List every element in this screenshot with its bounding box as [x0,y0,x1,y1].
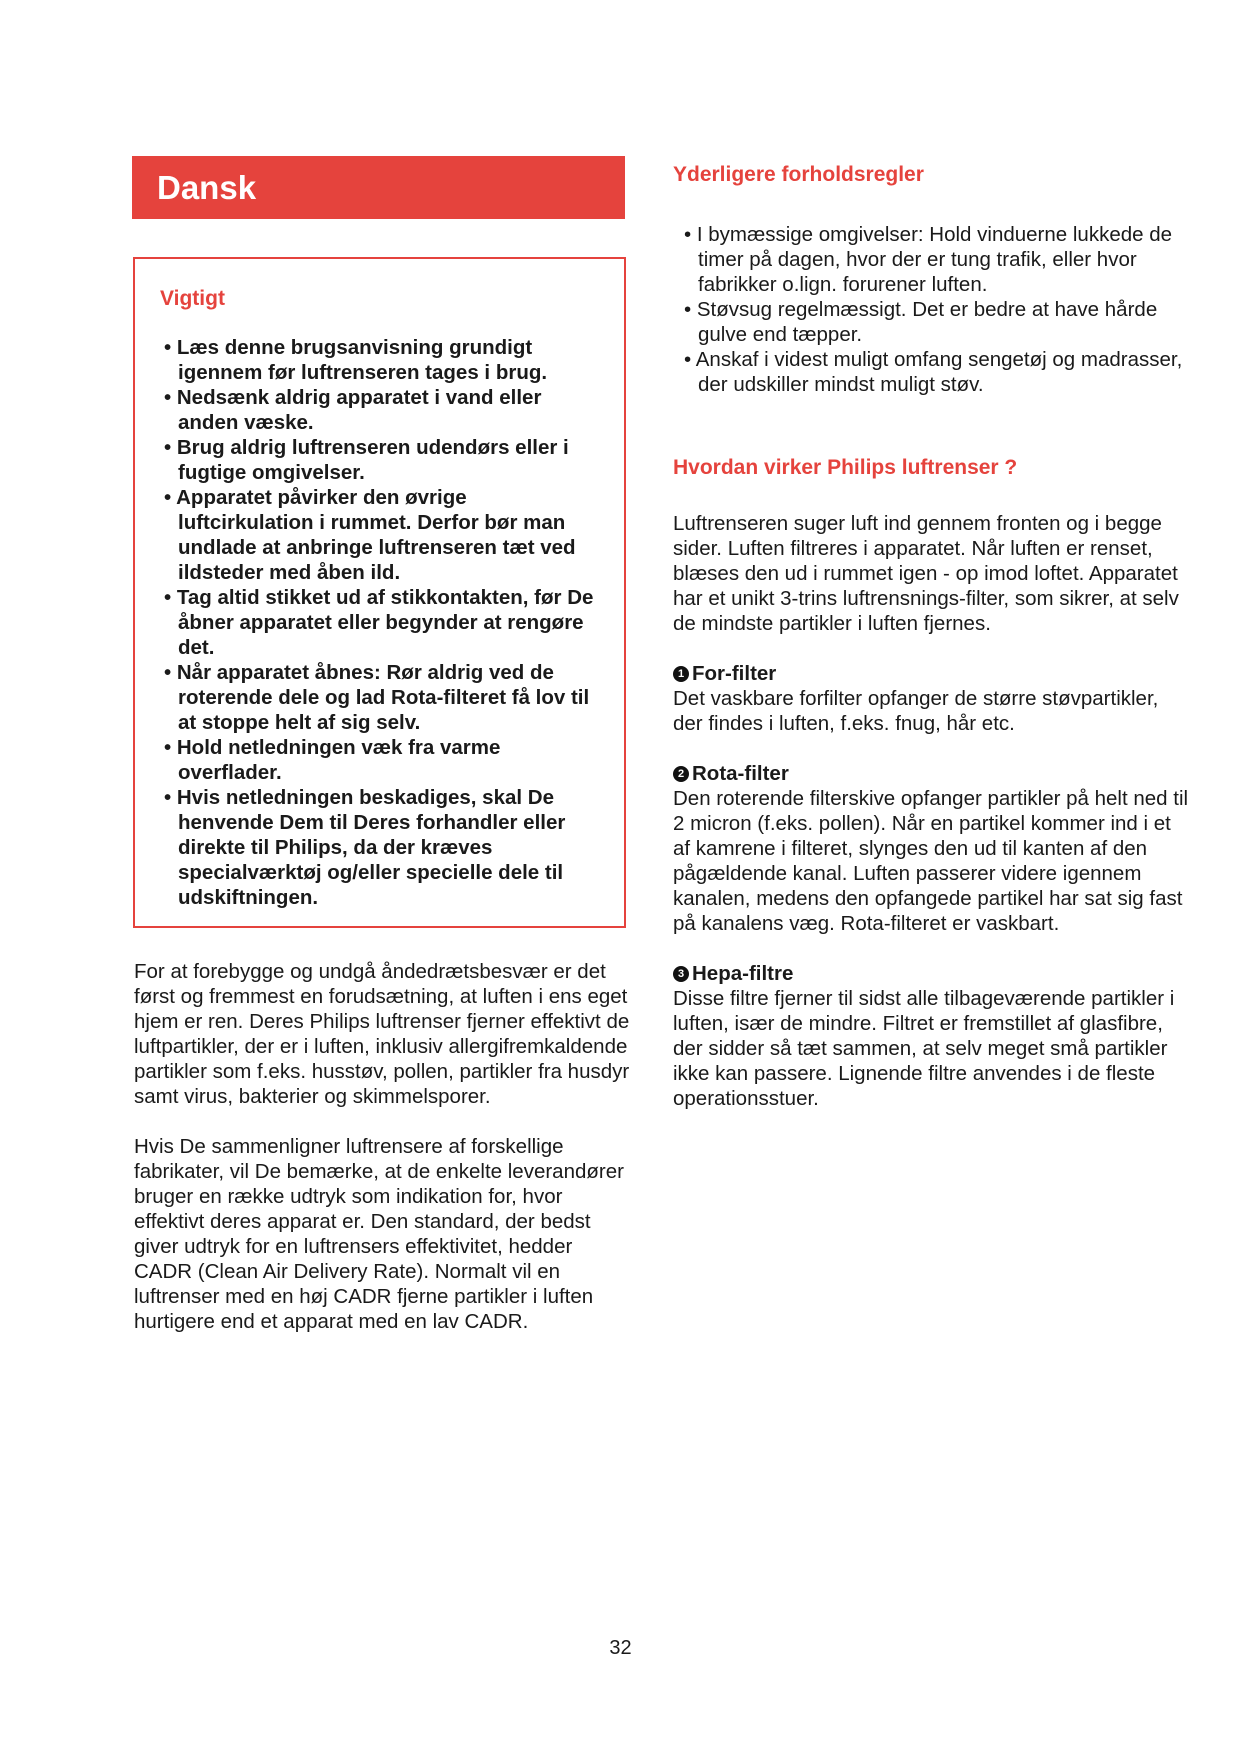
list-item: • Hold netledningen væk fra varme overflader. [160,735,604,785]
filter-title: Rota-filter [692,762,789,785]
precautions-heading: Yderligere forholdsregler [673,163,924,186]
language-title-bar: Dansk [132,156,625,219]
how-it-works-heading: Hvordan virker Philips luftrenser ? [673,456,1018,479]
paragraph: Hvis De sammenligner luftrensere af forskellige fabrikater, vil De bemærke, at de enkelte leverandører bruger en række udtryk som indikation for, hvor effektivt deres apparat er. Den standard, der bedst giver udtryk for en luftrensers effektivitet, hedder CADR (Clean Air Delivery Rate). Normalt vil en luftrenser med en høj CADR fjerne partikler i luften hurtigere end et apparat med en lav CADR. [134,1135,624,1333]
important-list [160,335,604,910]
filter-description: Disse filtre fjerner til sidst alle tilbageværende partikler i luften, især de mindre. Filtret er fremstillet af glasfibre, der sidder så tæt sammen, at selv meget små partikler ikke kan passere. Lignende filtre anvendes i de fleste operationsstuer. [673,987,1175,1110]
list-item: • Læs denne brugsanvisning grundigt igennem før luftrenseren tages i brug. [160,335,604,385]
list-item: • Nedsænk aldrig apparatet i vand eller anden væske. [160,385,604,435]
filter-section-rota [673,761,1193,936]
number-one-icon: 1 [673,666,689,682]
list-item: • Apparatet påvirker den øvrige luftcirkulation i rummet. Derfor bør man undlade at anbringe luftrenseren tæt ved ildsteder med åben ild. [160,485,604,585]
filter-description: Den roterende filterskive opfanger partikler på helt ned til 2 micron (f.eks. pollen). Når en partikel kommer ind i et af kamrene i filteret, slynges den ud til kanten af den pågældende kanal. Luften passerer videre igennem kanalen, medens den opfangede partikel har sat sig fast på kanalens væg. Rota-filteret er vaskbart. [673,787,1189,935]
number-two-icon: 2 [673,766,689,782]
important-heading: Vigtigt [160,287,225,310]
page-number: 32 [609,1637,632,1659]
important-warning-box [133,257,626,928]
right-column [673,162,1193,1111]
list-item: • I bymæssige omgivelser: Hold vinduerne lukkede de timer på dagen, hvor der er tung trafik, eller hvor fabrikker o.lign. forurener luften. [673,222,1193,297]
filter-title: For-filter [692,662,777,685]
paragraph: For at forebygge og undgå åndedrætsbesvær er det først og fremmest en forudsætning, at luften i ens eget hjem er ren. Deres Philips luftrenser fjerner effektivt de luftpartikler, der er i luften, inklusiv allergifremkaldende partikler som f.eks. husstøv, pollen, partikler fra husdyr samt virus, bakterier og skimmelsporer. [134,960,630,1108]
list-item: • Støvsug regelmæssigt. Det er bedre at have hårde gulve end tæpper. [673,297,1193,347]
list-item: • Tag altid stikket ud af stikkontakten, før De åbner apparatet eller begynder at rengøre det. [160,585,604,660]
number-three-icon: 3 [673,966,689,982]
list-item: • Hvis netledningen beskadiges, skal De henvende Dem til Deres forhandler eller direkte til Philips, da der kræves specialværktøj og/eller specielle dele til udskiftningen. [160,785,604,910]
filter-description: Det vaskbare forfilter opfanger de større støvpartikler, der findes i luften, f.eks. fnug, hår etc. [673,687,1159,735]
how-it-works-intro: Luftrenseren suger luft ind gennem fronten og i begge sider. Luften filtreres i apparatet. Når luften er renset, blæses den ud i rummet igen - op imod loftet. Apparatet har et unikt 3-trins luftrensnings-filter, som sikrer, at selv de mindste partikler i luften fjernes. [673,512,1179,635]
left-body-text [134,959,634,1359]
precautions-list [673,222,1193,397]
list-item: • Når apparatet åbnes: Rør aldrig ved de roterende dele og lad Rota-filteret få lov til at stoppe helt af sig selv. [160,660,604,735]
filter-title: Hepa-filtre [692,962,794,985]
filter-section-prefilter [673,661,1193,736]
list-item: • Brug aldrig luftrenseren udendørs eller i fugtige omgivelser. [160,435,604,485]
filter-section-hepa [673,961,1193,1111]
list-item: • Anskaf i videst muligt omfang sengetøj og madrasser, der udskiller mindst muligt støv. [673,347,1193,397]
